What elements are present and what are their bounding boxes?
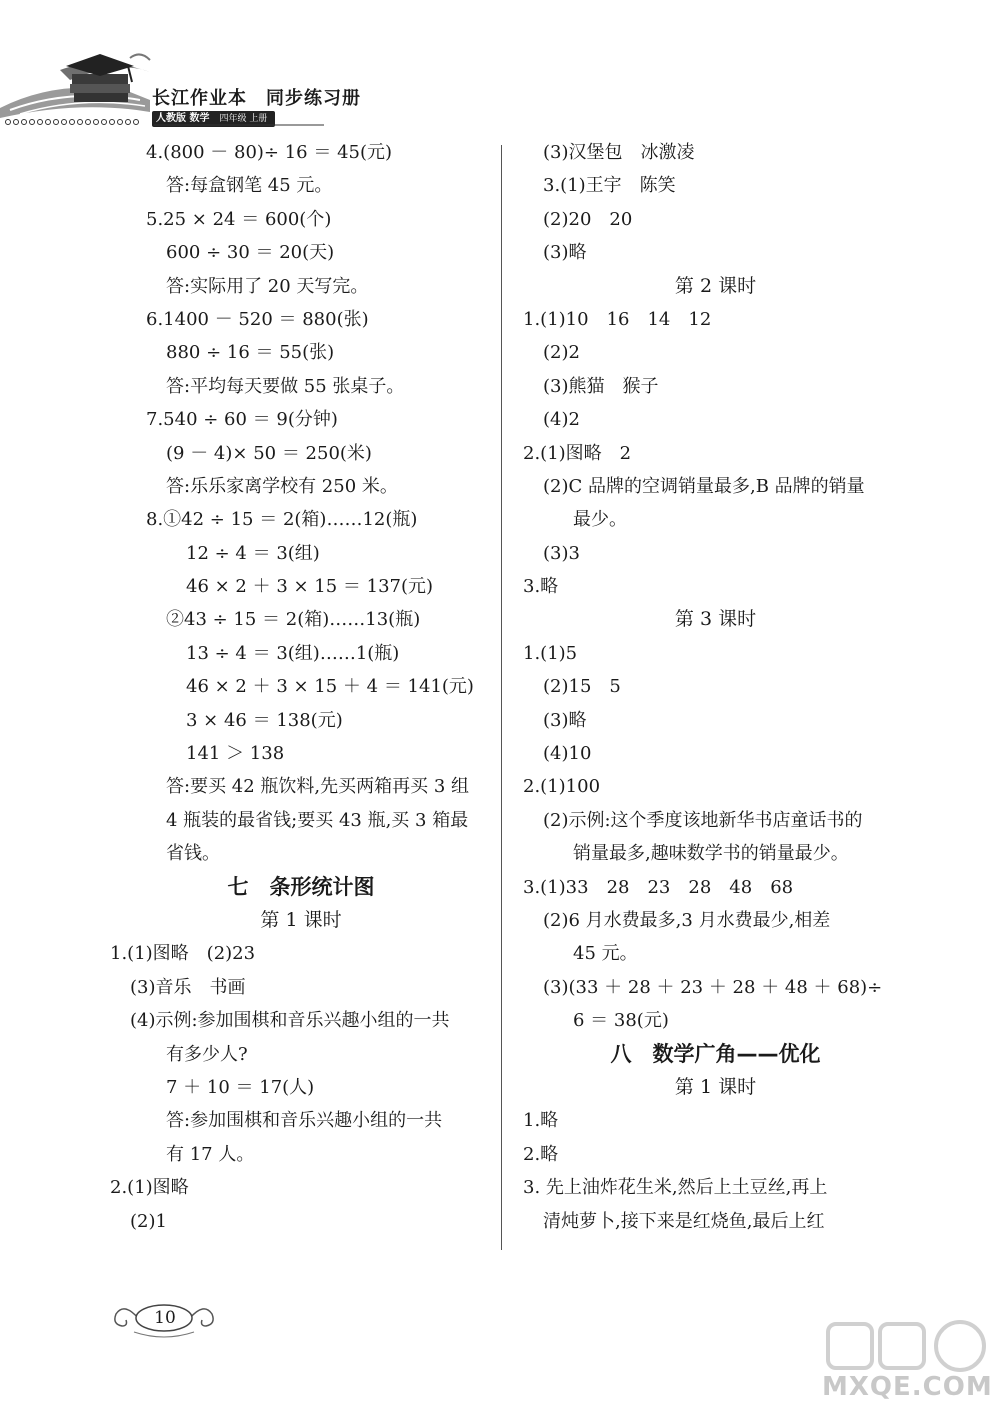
left-answer-line: 46 × 2 ＋ 3 × 15 ＝ 137(元): [186, 576, 434, 598]
left-answer-line: 46 × 2 ＋ 3 × 15 ＋ 4 ＝ 141(元): [186, 676, 474, 698]
right-answer-line: 3.略: [523, 576, 559, 598]
right-answer-line: (2)15 5: [543, 676, 621, 698]
book-grade: 四年级 上册: [219, 114, 268, 124]
left-answer-line: (3)音乐 书画: [130, 976, 246, 998]
right-answer-line: 1.略: [523, 1110, 559, 1132]
right-answer-line: 45 元。: [573, 943, 638, 965]
right-answer-line: (2)C 品牌的空调销量最多,B 品牌的销量: [543, 475, 865, 497]
right-answer-line: 3.(1)王宇 陈笑: [543, 175, 676, 197]
dotted-rule: [4, 118, 324, 126]
left-answer-line: 6.1400 － 520 ＝ 880(张): [146, 308, 369, 330]
left-answer-line: ②43 ÷ 15 ＝ 2(箱)……13(瓶): [166, 609, 421, 631]
right-answer-line: (4)2: [543, 409, 580, 431]
right-answer-line: (3)(33 ＋ 28 ＋ 23 ＋ 28 ＋ 48 ＋ 68)÷: [543, 976, 883, 998]
lesson-heading: 第 3 课时: [674, 608, 757, 631]
right-answer-line: 3. 先上油炸花生米,然后上土豆丝,再上: [523, 1177, 828, 1199]
left-answer-line: 8.①42 ÷ 15 ＝ 2(箱)……12(瓶): [146, 509, 418, 531]
right-answer-line: (3)略: [543, 242, 587, 264]
right-answer-line: 销量最多,趣味数学书的销量最少。: [573, 843, 849, 865]
lesson-heading: 第 2 课时: [674, 274, 757, 297]
right-answer-line: 2.(1)100: [523, 776, 601, 798]
right-answer-line: (2)20 20: [543, 208, 633, 230]
column-divider: [501, 145, 502, 1250]
left-answer-line: 答:乐乐家离学校有 250 米。: [166, 475, 398, 497]
left-answer-line: 880 ÷ 16 ＝ 55(张): [166, 342, 335, 364]
left-answer-line: (2)1: [130, 1210, 167, 1232]
left-answer-line: 答:平均每天要做 55 张桌子。: [166, 375, 405, 397]
left-answer-line: 答:参加围棋和音乐兴趣小组的一共: [166, 1110, 443, 1132]
right-answer-line: (3)3: [543, 542, 580, 564]
left-column: [110, 136, 492, 1238]
right-answer-line: 3.(1)33 28 23 28 48 68: [523, 876, 794, 898]
right-answer-line: (2)2: [543, 342, 580, 364]
left-answer-line: 答:每盒钢笔 45 元。: [166, 175, 333, 197]
right-answer-line: 2.(1)图略 2: [523, 442, 632, 464]
left-answer-line: 7 ＋ 10 ＝ 17(人): [166, 1076, 315, 1098]
left-answer-line: (4)示例:参加围棋和音乐兴趣小组的一共: [130, 1010, 450, 1032]
left-answer-line: 有 17 人。: [166, 1143, 255, 1165]
left-answer-line: 有多少人?: [166, 1043, 248, 1065]
lesson-heading: 第 1 课时: [674, 1075, 757, 1098]
left-answer-line: 5.25 × 24 ＝ 600(个): [146, 208, 332, 230]
left-answer-line: 7.540 ÷ 60 ＝ 9(分钟): [146, 409, 338, 431]
right-answer-line: (3)汉堡包 冰激凌: [543, 142, 695, 163]
right-answer-line: (3)略: [543, 709, 587, 731]
left-answer-line: 答:实际用了 20 天写完。: [166, 275, 369, 297]
left-answer-line: 省钱。: [166, 843, 220, 865]
page-number: 10: [154, 1308, 176, 1328]
left-answer-line: 12 ÷ 4 ＝ 3(组): [186, 542, 320, 564]
right-answer-line: (2)示例:这个季度该地新华书店童话书的: [543, 809, 863, 831]
left-answer-line: 4.(800 － 80)÷ 16 ＝ 45(元): [146, 142, 393, 163]
left-answer-line: 600 ÷ 30 ＝ 20(天): [166, 242, 335, 264]
right-answer-line: 6 ＝ 38(元): [573, 1010, 669, 1032]
right-answer-line: 1.(1)5: [523, 642, 578, 664]
right-answer-line: 清炖萝卜,接下来是红烧鱼,最后上红: [543, 1210, 825, 1232]
right-answer-line: 2.略: [523, 1143, 559, 1165]
left-answer-line: 答:要买 42 瓶饮料,先买两箱再买 3 组: [166, 776, 470, 798]
left-answer-line: 3 × 46 ＝ 138(元): [186, 709, 343, 731]
left-answer-line: (9 － 4)× 50 ＝ 250(米): [166, 442, 372, 464]
chapter-title: 七 条形统计图: [227, 874, 375, 899]
right-answer-line: 1.(1)10 16 14 12: [523, 308, 712, 330]
page-header: [0, 0, 1000, 135]
left-answer-line: 2.(1)图略: [110, 1177, 189, 1199]
right-answer-line: (2)6 月水费最多,3 月水费最少,相差: [543, 909, 831, 931]
left-answer-line: 13 ÷ 4 ＝ 3(组)……1(瓶): [186, 642, 400, 664]
right-answer-line: 最少。: [573, 509, 627, 531]
left-answer-line: 1.(1)图略 (2)23: [110, 943, 256, 965]
chapter-title: 八 数学广角——优化: [610, 1041, 821, 1066]
book-edition: 人教版 数学: [156, 113, 210, 124]
right-answer-line: (4)10: [543, 743, 592, 765]
left-answer-line: 4 瓶装的最省钱;要买 43 瓶,买 3 箱最: [166, 809, 469, 831]
right-column: [523, 136, 908, 1238]
watermark-text: MXQE.COM: [822, 1372, 993, 1402]
right-answer-line: (3)熊猫 猴子: [543, 375, 659, 397]
lesson-heading: 第 1 课时: [260, 908, 342, 931]
book-title: 长江作业本 同步练习册: [152, 88, 361, 109]
left-answer-line: 141 ＞ 138: [186, 743, 285, 765]
